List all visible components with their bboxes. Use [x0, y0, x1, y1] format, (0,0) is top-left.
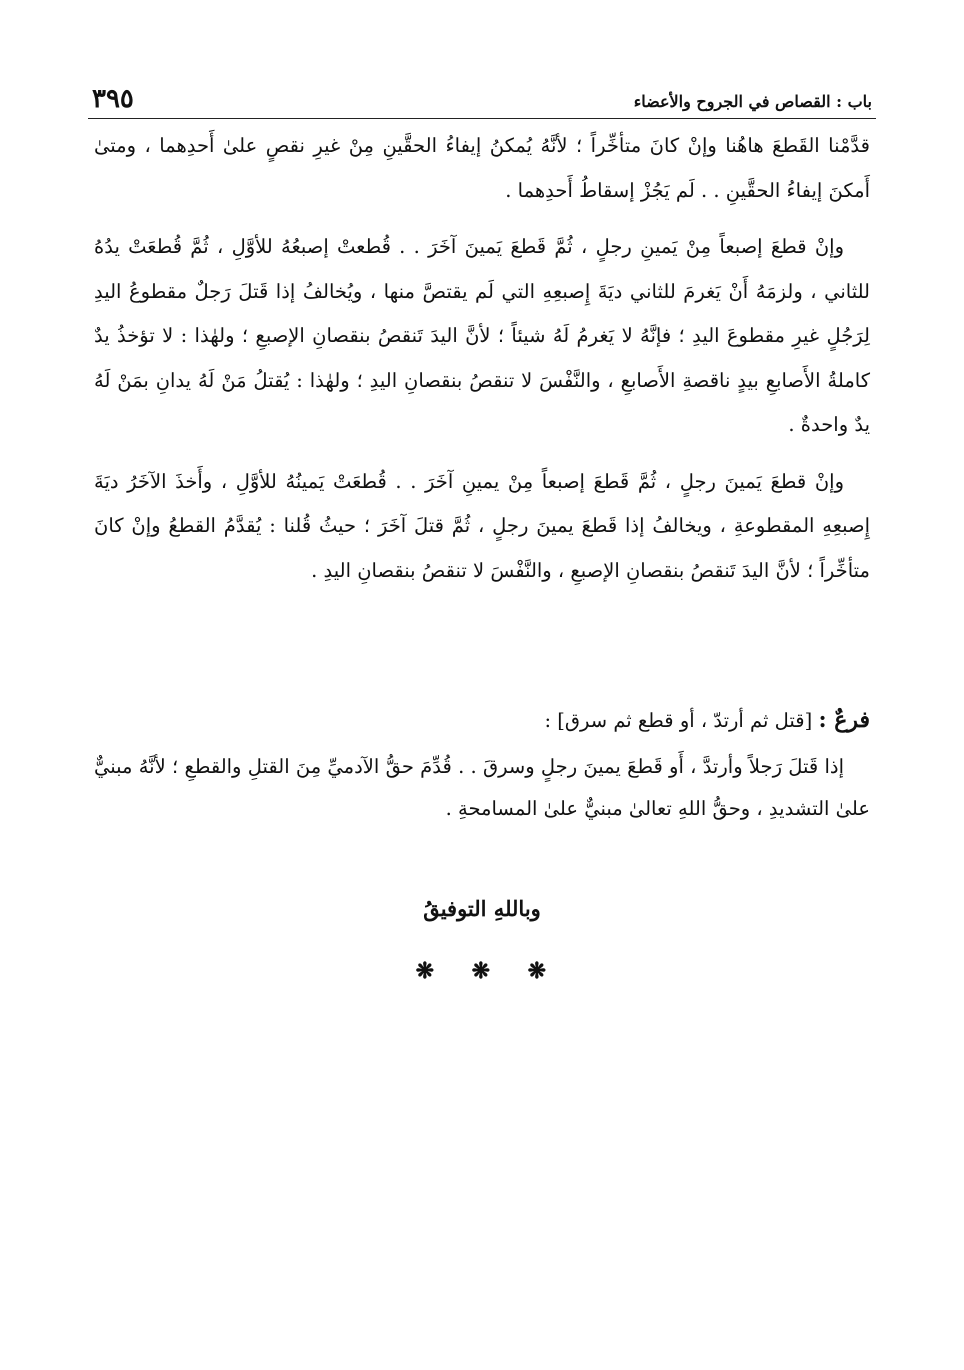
- star-ornament: ❋: [527, 958, 546, 984]
- branch-paragraph: إذا قَتلَ رَجلاً وأرتدَّ ، أَو قَطعَ يمينَ رجلٍ وسرقَ . . قُدِّمَ حقُّ الآدميِّ مِنَ القتلِ والقطعِ ؛ لأنَّهُ مبنيٌّ علىٰ التشديدِ ، وحقُّ اللهِ تعالىٰ مبنيٌّ علىٰ المسامحةِ .: [94, 755, 870, 820]
- page-header: [92, 80, 872, 114]
- main-text: [94, 124, 870, 605]
- header-rule: [88, 118, 876, 119]
- section-separator: [0, 958, 964, 984]
- closing-phrase: وباللهِ التوفيقُ: [423, 896, 541, 921]
- branch-title: [قتل ثم أرتدّ ، أو قطع ثم سرق] :: [544, 709, 813, 732]
- branch-label: فرعٌ :: [818, 707, 870, 733]
- paragraph-3: وإنْ قطعَ يَمينَ رجلٍ ، ثُمَّ قَطعَ إصبعاً مِنْ يمينِ آخَرَ . . قُطعَتْ يَمينُهُ للأوَّلِ ، وأَخذَ الآخَرُ ديَةَ إِصبعِهِ المقطوعةِ ، ويخالفُ إذا قَطعَ يمينَ رجلٍ ، ثُمَّ قتلَ آخَرَ ؛ حيثُ قُلنا : يُقدَّمُ القطعُ وإنْ كانَ متأخِّراً ؛ لأنَّ اليدَ تَنقصُ بنقصانِ الإصبعِ ، والنَّفْسَ لا تنقصُ بنقصانِ اليدِ .: [94, 469, 870, 582]
- star-ornament: ❋: [415, 958, 434, 984]
- branch-heading: [94, 700, 870, 741]
- branch-body: [94, 746, 870, 842]
- running-title: باب : القصاص في الجروح والأعضاء: [633, 92, 872, 111]
- page-number: ٣٩٥: [92, 84, 134, 114]
- star-ornament: ❋: [471, 958, 490, 984]
- paragraph-2: وإنْ قطعَ إصبعاً مِنْ يَمينِ رجلٍ ، ثُمَّ قَطعَ يَمينَ آخَرَ . . قُطعتْ إصبعُهُ للأوَّلِ ، ثُمَّ قُطعَتْ يدُهُ للثاني ، ولزمَهُ أَنْ يَغرمَ للثاني ديَةَ إِصبعِهِ التي لَم يقتصَّ منها ، ويُخالفُ إذا قَتلَ رَجلٌ مقطوعُ اليدِ لِرَجُلٍ غيرِ مقطوعَ اليدِ ؛ فإنَّهُ لا يَغرمُ لَهُ شيئاً ؛ لأنَّ اليدَ تَنقصُ بنقصانِ الإصبعِ ؛ ولهٰذا : لا تؤخذُ يدٌ كاملةُ الأَصابعِ بيدٍ ناقصةِ الأَصابعِ ، والنَّفْسَ لا تنقصُ بنقصانِ اليدِ ؛ ولهٰذا : يُقتلُ مَنْ لَهُ يدانِ بمَنْ لَهُ يدٌ واحدةٌ .: [94, 235, 870, 436]
- paragraph-1: قدَّمْنا القَطعَ هاهُنا وإنْ كانَ متأخِّراً ؛ لأنَّهُ يُمكنُ إيفاءُ الحقَّينِ مِنْ غيرِ نقصٍ علىٰ أَحدِهما ، ومتىٰ أَمكنَ إيفاءُ الحقَّينِ . . لَم يَجُزْ إسقاطُ أَحدِهما .: [94, 134, 870, 202]
